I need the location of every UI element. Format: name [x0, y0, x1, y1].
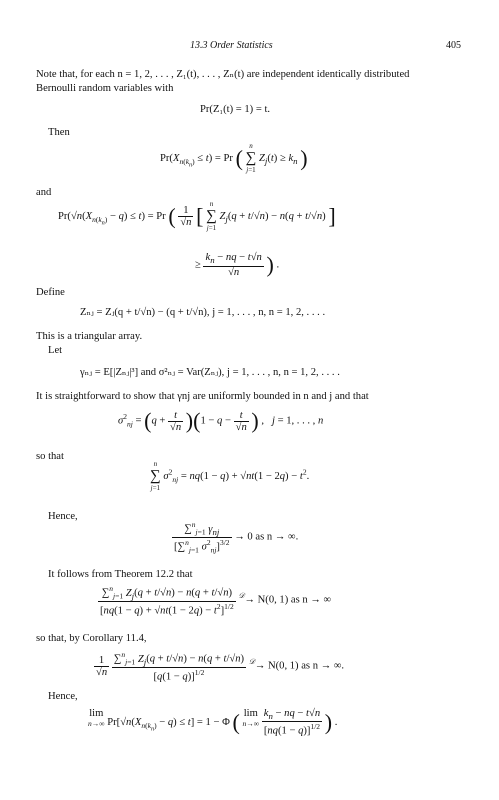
paragraph-so-that: so that [36, 451, 64, 462]
equation-scaled-prob: $Pr(√n(X_{n(k_n)} - q) \le t) = Pr$ ( $\frac{1}{√n}$ [ n ∑ j=1 $Z_j(q + t/√n) - n(q + t/√n)$ ] [58, 200, 336, 232]
equation-sum-sigma: n ∑ j=1 $\sigma^2_{nj} = nq(1 - q) + √nt(1 - 2q) - t^2$. [150, 460, 310, 492]
page-number: 405 [446, 40, 461, 51]
paragraph-line: Bernoulli random variables with [36, 83, 174, 94]
paragraph-and: and [36, 187, 52, 198]
paragraph-hence-1: Hence, [48, 511, 78, 522]
paragraph-triangular: This is a triangular array. [36, 331, 143, 342]
paragraph-let: Let [48, 345, 63, 356]
equation-lyapunov-ratio: $\frac{\sum^n_{j=1} \gamma_{nj}}{[\sum^n_{j=1} \sigma^2_{nj}]^{3/2}}$ → 0 as n → ∞. [174, 520, 299, 555]
equation-scaled-prob-bound: ≥ $\frac{k_n - nq - t√n}{√n}$ ) . [195, 252, 280, 278]
paragraph-define: Define [36, 287, 65, 298]
paragraph-straightforward: It is straightforward to show that γnj are uniformly bounded in n and j and that [36, 391, 369, 402]
equation-bernoulli: Pr(Z₁(t) = 1) = t. [200, 104, 271, 115]
equation-theorem-limit: $\frac{\sum^n_{j=1} Z_j(q + t/√n) - n(q + t/√n)}{[nq(1 - q) + √nt(1 - 2q) - t^2]^{1/2}}$ $^𝒟$→ N(0, 1) as n → ∞ [100, 584, 332, 617]
equation-let-gamma-sigma: γₙⱼ = E[|Zₙⱼ|³] and σ²ₙⱼ = Var(Zₙⱼ), j = 1, . . . , n, n = 1, 2, . . . . [80, 367, 340, 378]
running-header-title: 13.3 Order Statistics [190, 40, 273, 51]
equation-define-znj: Zₙⱼ = Zⱼ(q + t/√n) − (q + t/√n), j = 1, . . . , n, n = 1, 2, . . . . [80, 307, 326, 318]
equation-order-prob: $Pr(X_{n(k_n)} \le t) = Pr$ ( n ∑ j=1 $Z_j(t) \ge k_n$ ) [160, 142, 308, 174]
equation-corollary-limit: $\frac{1}{√n}$ $\frac{\sum^n_{j=1} Z_j(q + t/√n) - n(q + t/√n)}{[q(1 - q)]^{1/2}}$ $^𝒟$→ N(0, 1) as n → ∞. [96, 650, 345, 683]
paragraph-theorem: It follows from Theorem 12.2 that [48, 569, 193, 580]
equation-final-limit: lim n→∞ $Pr[√n(X_{n(k_n)} - q) \le t] = 1 - \Phi$ ( lim n→∞ $\frac{k_n - nq - t√n}{[nq(1 - q)]^{1/2}}$ ) . [88, 708, 338, 737]
equation-sigma: $\sigma^2_{nj} = (q$ + $\frac{t}{√n}$ )(1 − q − $\frac{t}{√n}$ ) , j = 1, . . . , n [118, 408, 324, 433]
paragraph-then: Then [48, 127, 70, 138]
paragraph-hence-2: Hence, [48, 691, 78, 702]
paragraph-corollary: so that, by Corollary 11.4, [36, 633, 147, 644]
paragraph-line: Note that, for each n = 1, 2, . . . , Z₁(t), . . . , Zₙ(t) are independent identically distributed [36, 69, 410, 80]
